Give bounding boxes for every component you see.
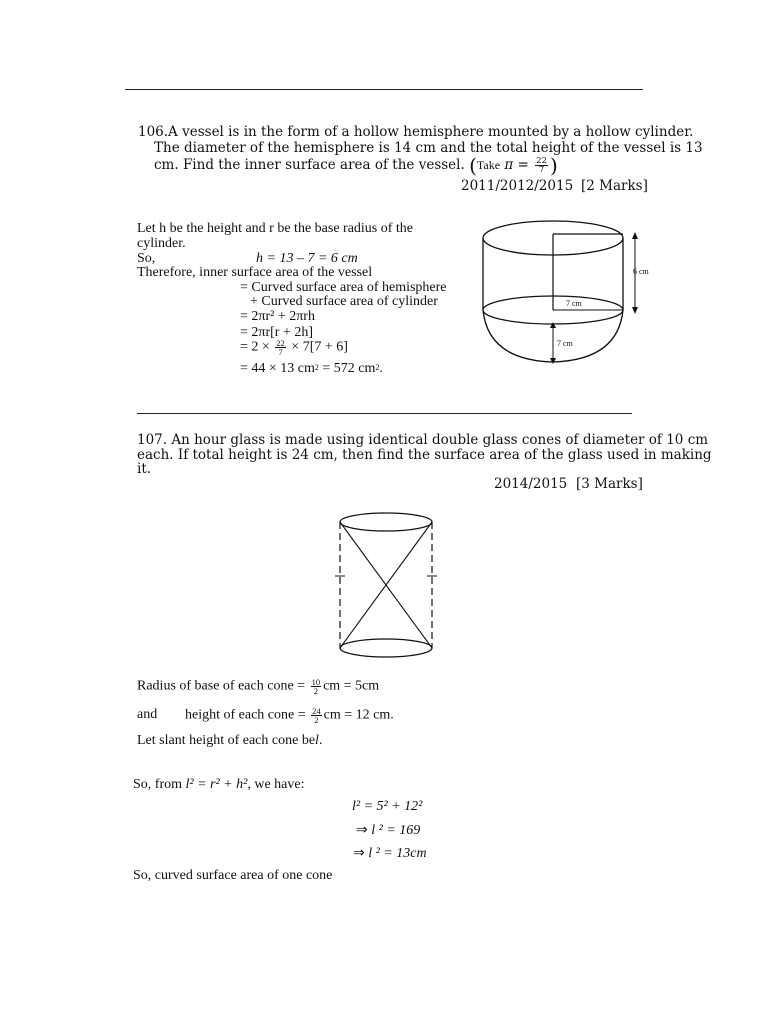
- so-from-b: , we have:: [247, 777, 305, 792]
- sol106-step3: = 2πr² + 2πrh: [240, 309, 315, 324]
- sol107-eq2: [356, 823, 420, 838]
- radius-a: Radius of base of each cone =: [137, 678, 306, 694]
- sol106-step1: = Curved surface area of hemisphere: [240, 280, 447, 295]
- eq2-arrow: ⇒: [356, 823, 368, 838]
- middle-divider: [137, 413, 632, 414]
- step6-sup2: 2: [375, 363, 380, 372]
- hourglass-top-ellipse: [340, 513, 432, 531]
- sol107-slant: Let slant height of each cone bel.: [137, 733, 323, 748]
- label-7cm-height: 7 cm: [557, 339, 573, 348]
- sol106-line1: Let h be the height and r be the base radius of the: [137, 221, 414, 236]
- so-from-a: So, from: [133, 777, 182, 792]
- sol107-radius: [137, 678, 379, 695]
- q106-line3-text: cm. Find the inner surface area of the vessel.: [154, 157, 465, 173]
- q106-line2: The diameter of the hemisphere is 14 cm and the total height of the vessel is 13: [154, 140, 703, 156]
- sol107-and: and: [137, 707, 158, 722]
- q106-line1: 106.A vessel is in the form of a hollow hemisphere mounted by a hollow cylinder.: [138, 124, 694, 140]
- take-label: Take: [476, 158, 501, 172]
- step5-b: × 7[7 + 6]: [291, 339, 348, 355]
- radius-b: cm = 5cm: [323, 678, 380, 694]
- q107-line3: it.: [137, 461, 152, 477]
- q106-marks: [2 Marks]: [581, 178, 648, 194]
- height-b: cm = 12 cm.: [323, 707, 394, 723]
- sol107-height: [185, 707, 394, 724]
- sol106-step4: = 2πr[r + 2h]: [240, 325, 314, 340]
- hourglass-bottom-ellipse: [340, 639, 432, 657]
- hourglass-figure: [333, 508, 439, 660]
- q107-marks: [3 Marks]: [576, 476, 643, 492]
- step5-num: 22: [276, 338, 285, 348]
- pi-num: 22: [536, 156, 547, 166]
- step5-fraction: [275, 339, 286, 356]
- paren-close: ): [549, 153, 558, 178]
- sol107-last: So, curved surface area of one cone: [133, 868, 333, 883]
- radius-fraction: [311, 678, 322, 695]
- eq2-text: l ² = 169: [371, 823, 421, 838]
- sol107-eq3: [353, 846, 427, 861]
- slant-var: l: [315, 733, 319, 748]
- sol106-h-eq: h = 13 – 7 = 6 cm: [256, 251, 358, 266]
- height-a: height of each cone =: [185, 707, 306, 723]
- height-fraction: [311, 707, 322, 724]
- radius-den: 2: [313, 686, 318, 696]
- eq3-arrow: ⇒: [353, 846, 365, 861]
- height-den: 2: [314, 715, 319, 725]
- height-arrow-head-bottom: [632, 307, 638, 314]
- radius-num: 10: [311, 677, 321, 687]
- q106-line3: [154, 153, 558, 178]
- pi-eq: =: [517, 157, 529, 173]
- q106-years: 2011/2012/2015: [461, 178, 574, 194]
- so-from-formula: l² = r² + h²: [185, 777, 248, 792]
- paren-open: (: [469, 153, 477, 178]
- hemi-arrow-head-top: [550, 322, 556, 328]
- sol107-eq1: l² = 5² + 12²: [352, 799, 423, 814]
- sol106-step5: [240, 339, 348, 356]
- label-7cm-radius: 7 cm: [566, 299, 582, 308]
- hemi-arrow-head-bottom: [550, 358, 556, 364]
- step5-den: 7: [278, 347, 283, 357]
- top-divider: [125, 89, 643, 90]
- step6-a: = 44 × 13 cm: [240, 361, 315, 376]
- sol106-step6: [240, 361, 383, 376]
- sol106-step2: + Curved surface area of cylinder: [250, 294, 438, 309]
- height-arrow-head-top: [632, 232, 638, 239]
- slant-text: Let slant height of each cone be: [137, 733, 316, 748]
- pi-den: 7: [538, 165, 545, 175]
- step6-end: .: [379, 361, 383, 376]
- sol106-therefore: Therefore, inner surface area of the vessel: [137, 265, 373, 280]
- q107-line2: each. If total height is 24 cm, then find the surface area of the glass used in making: [137, 447, 712, 463]
- eq3-text: l ² = 13cm: [368, 846, 427, 861]
- pi-fraction: [535, 157, 548, 174]
- label-6cm: 6 cm: [633, 267, 649, 276]
- step5-a: = 2 ×: [240, 339, 270, 355]
- sol106-so: So,: [137, 251, 156, 266]
- sol106-line2: cylinder.: [137, 236, 186, 251]
- step6-b: = 572 cm: [318, 361, 376, 376]
- height-num: 24: [312, 706, 321, 716]
- vessel-figure: [478, 214, 658, 372]
- q107-years: 2014/2015: [494, 476, 568, 492]
- sol107-so-from: [133, 777, 304, 792]
- step6-sup1: 2: [314, 363, 319, 372]
- pi-symbol: π: [504, 157, 514, 173]
- q107-line1: 107. An hour glass is made using identical double glass cones of diameter of 10 cm: [137, 432, 709, 448]
